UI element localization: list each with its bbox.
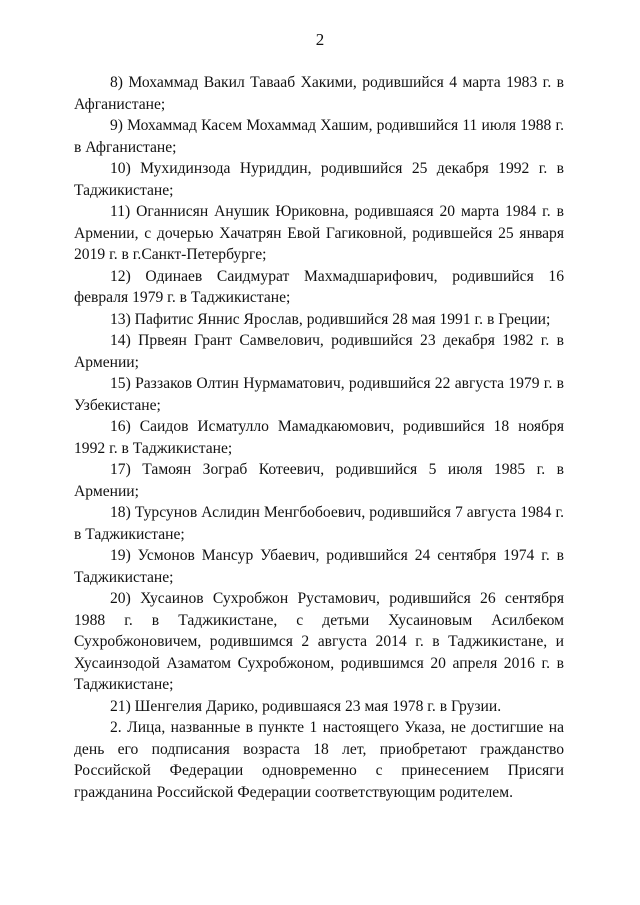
list-item: 17) Тамоян Зограб Котеевич, родившийся 5 июля 1985 г. в Армении; bbox=[74, 461, 564, 500]
list-item: 13) Пафитис Яннис Ярослав, родившийся 28 мая 1991 г. в Греции; bbox=[110, 310, 551, 328]
list-item: 20) Хусаинов Сухробжон Рустамович, родившийся 26 сентября 1988 г. в Таджикистане, с детьми Хусаиновым Асилбеком Сухробжоновичем, родившимся 2 августа 2014 г. в Таджикистане, и Хусаинзодой Азаматом Сухробжоном, родившимся 20 апреля 2016 г. в Таджикистане; bbox=[74, 590, 564, 693]
list-item: 15) Раззаков Олтин Нурмаматович, родившийся 22 августа 1979 г. в Узбекистане; bbox=[74, 375, 564, 414]
list-item: 10) Мухидинзода Нуриддин, родившийся 25 декабря 1992 г. в Таджикистане; bbox=[74, 160, 564, 199]
list-item: 12) Одинаев Саидмурат Махмадшарифович, родившийся 16 февраля 1979 г. в Таджикистане; bbox=[74, 267, 564, 306]
list-item: 11) Оганнисян Анушик Юриковна, родившаяся 20 марта 1984 г. в Армении, с дочерью Хачатрян Евой Гагиковной, родившейся 25 января 2019 г. в г.Санкт-Петербурге; bbox=[74, 203, 564, 263]
list-item: 21) Шенгелия Дарико, родившаяся 23 мая 1978 г. в Грузии. bbox=[110, 697, 502, 715]
list-item: 16) Саидов Исматулло Мамадкаюмович, родившийся 18 ноября 1992 г. в Таджикистане; bbox=[74, 418, 564, 457]
list-item: 19) Усмонов Мансур Убаевич, родившийся 24 сентября 1974 г. в Таджикистане; bbox=[74, 547, 564, 586]
list-item: 14) Првеян Грант Самвелович, родившийся 23 декабря 1982 г. в Армении; bbox=[74, 332, 564, 371]
document-body bbox=[74, 72, 564, 803]
page-number: 2 bbox=[315, 30, 325, 49]
list-item: 18) Турсунов Аслидин Менгбобоевич, родившийся 7 августа 1984 г. в Таджикистане; bbox=[74, 504, 564, 543]
clause-2-paragraph: 2. Лица, названные в пункте 1 настоящего Указа, не достигшие на день его подписания возраста 18 лет, приобретают гражданство Российской Федерации одновременно с принесением Присяги гражданина Российской Федерации соответствующим родителем. bbox=[74, 719, 564, 801]
list-item: 9) Мохаммад Касем Мохаммад Хашим, родившийся 11 июля 1988 г. в Афганистане; bbox=[74, 117, 564, 156]
list-item: 8) Мохаммад Вакил Тавааб Хакими, родившийся 4 марта 1983 г. в Афганистане; bbox=[74, 74, 564, 113]
